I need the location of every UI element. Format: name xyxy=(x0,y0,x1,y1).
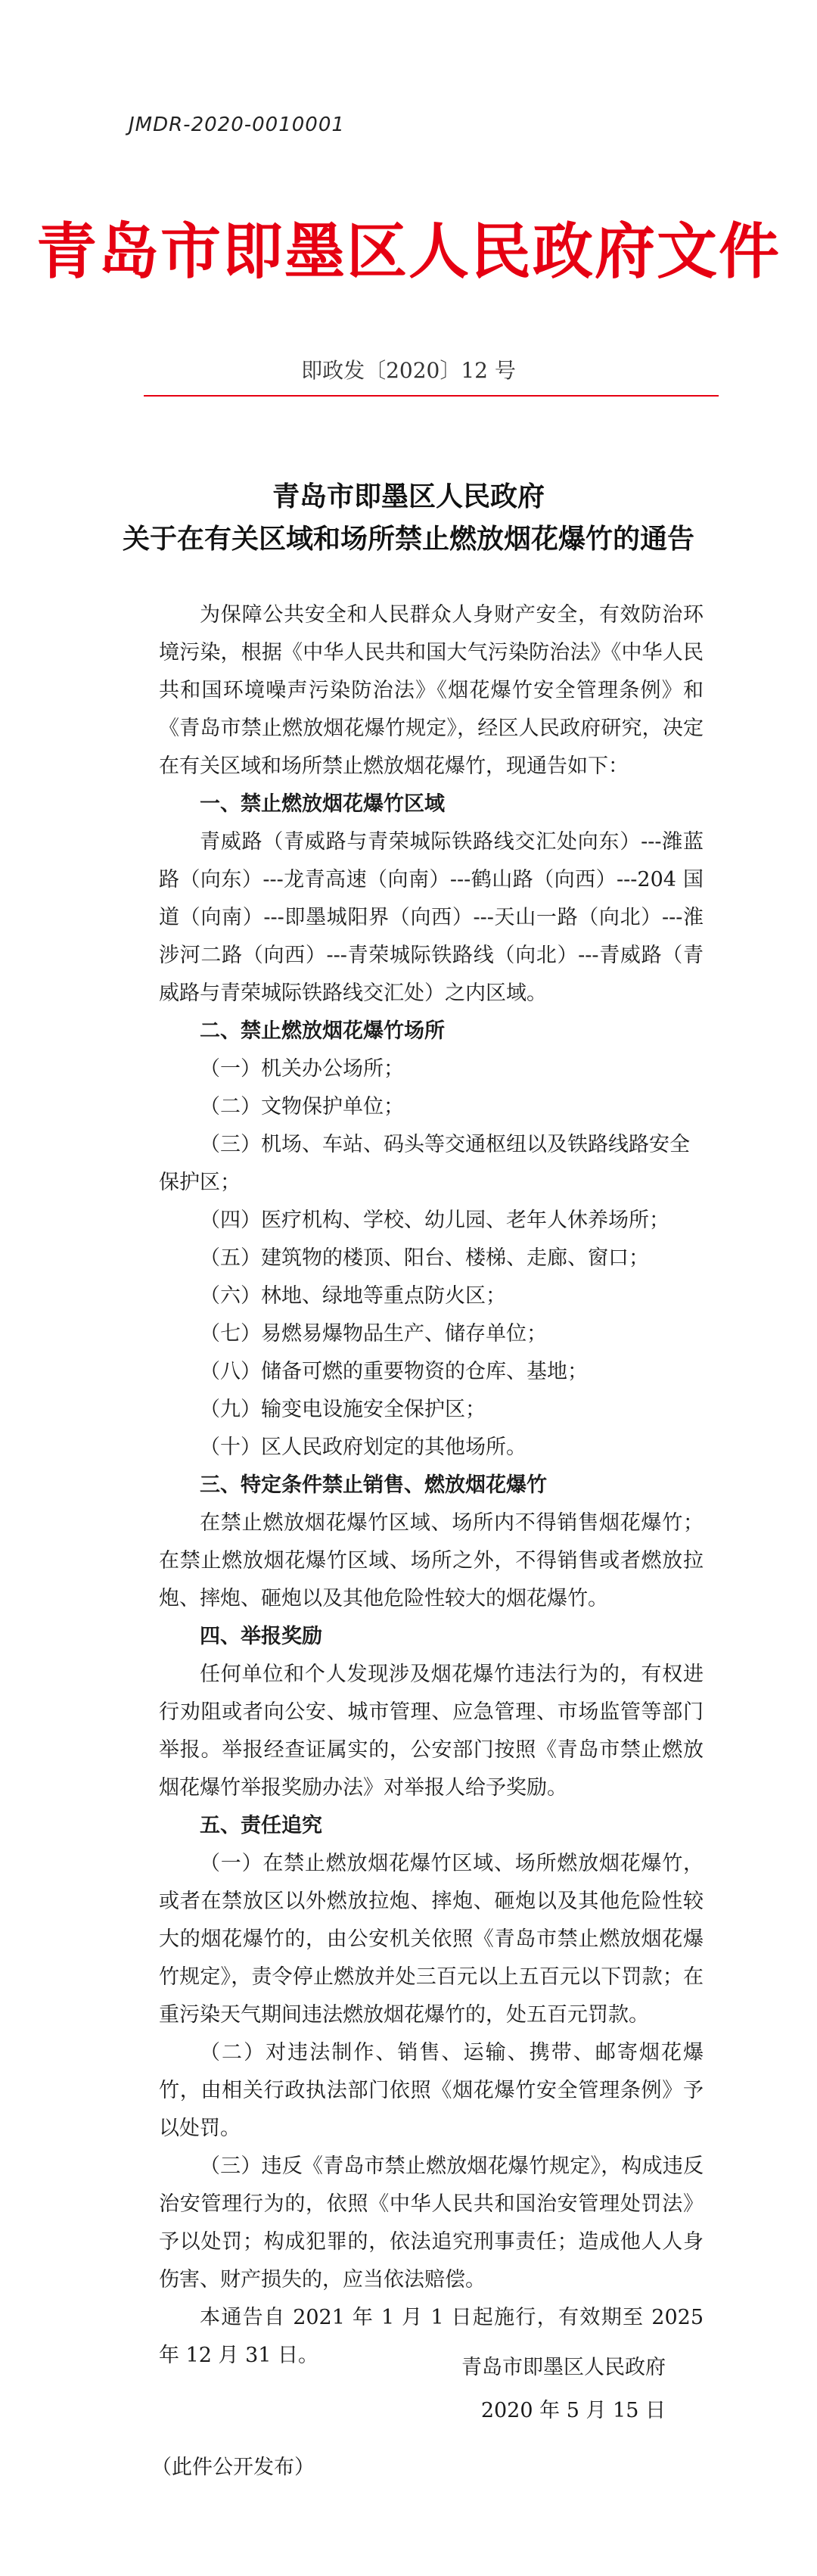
title-line-1: 青岛市即墨区人民政府 xyxy=(272,481,545,512)
list-item: （七）易燃易爆物品生产、储存单位； xyxy=(200,1322,547,1346)
list-item: （一）机关办公场所； xyxy=(200,1057,404,1081)
title-line-2: 关于在有关区域和场所禁止燃放烟花爆竹的通告 xyxy=(122,524,694,555)
masthead: 青岛市即墨区人民政府文件 xyxy=(36,216,781,287)
signature-organization: 青岛市即墨区人民政府 xyxy=(461,2356,666,2379)
section-2-heading: 二、禁止燃放烟花爆竹场所 xyxy=(200,1019,445,1043)
section-5-paragraph-3: （三）违反《青岛市禁止燃放烟花爆竹规定》，构成违反治安管理行为的，依照《中华人民共和国治安管理处罚法》予以处罚；构成犯罪的，依法追究刑事责任；造成他人人身伤害、财产损失的，应当依法赔偿。 xyxy=(159,2154,704,2291)
red-divider xyxy=(144,395,719,397)
list-item: （九）输变电设施安全保护区； xyxy=(200,1398,486,1421)
list-item: （二）文物保护单位； xyxy=(200,1095,404,1118)
effective-date-paragraph: 本通告自 2021 年 1 月 1 日起施行，有效期至 2025 年 12 月 31 日。 xyxy=(159,2306,704,2367)
section-1-heading: 一、禁止燃放烟花爆竹区域 xyxy=(200,792,445,816)
list-item: （五）建筑物的楼顶、阳台、楼梯、走廊、窗口； xyxy=(200,1246,649,1270)
section-4-paragraph: 任何单位和个人发现涉及烟花爆竹违法行为的，有权进行劝阻或者向公安、城市管理、应急管理、市场监管等部门举报。举报经查证属实的，公安部门按照《青岛市禁止燃放烟花爆竹举报奖励办法》对举报人给予奖励。 xyxy=(159,1663,704,1800)
publish-note: （此件公开发布） xyxy=(151,2456,315,2479)
section-1-paragraph: 青威路（青威路与青荣城际铁路线交汇处向东）---潍蓝路（向东）---龙青高速（向南）---鹤山路（向西）---204 国道（向南）---即墨城阳界（向西）---天山一路（向北）---淮涉河二路（向西）---青荣城际铁路线（向北）---青威路（青威路与青荣城际铁路线交汇处）之内区域。 xyxy=(159,830,704,1005)
list-item: （八）储备可燃的重要物资的仓库、基地； xyxy=(200,1360,588,1383)
signature-date: 2020 年 5 月 15 日 xyxy=(480,2399,666,2422)
list-item: （三）机场、车站、码头等交通枢纽以及铁路线路安全保护区； xyxy=(159,1133,690,1194)
section-5-paragraph-2: （二）对违法制作、销售、运输、携带、邮寄烟花爆竹，由相关行政执法部门依照《烟花爆竹安全管理条例》予以处罚。 xyxy=(159,2041,704,2140)
list-item: （六）林地、绿地等重点防火区； xyxy=(200,1284,506,1308)
document-number: 即政发〔2020〕12 号 xyxy=(301,358,516,383)
list-item: （十）区人民政府划定的其他场所。 xyxy=(200,1436,527,1459)
section-3-heading: 三、特定条件禁止销售、燃放烟花爆竹 xyxy=(200,1473,547,1497)
section-3-paragraph: 在禁止燃放烟花爆竹区域、场所内不得销售烟花爆竹；在禁止燃放烟花爆竹区域、场所之外，不得销售或者燃放拉炮、摔炮、砸炮以及其他危险性较大的烟花爆竹。 xyxy=(159,1511,704,1610)
section-4-heading: 四、举报奖励 xyxy=(200,1625,322,1648)
list-item: （四）医疗机构、学校、幼儿园、老年人休养场所； xyxy=(200,1209,669,1232)
section-5-heading: 五、责任追究 xyxy=(200,1814,322,1837)
section-5-paragraph-1: （一）在禁止燃放烟花爆竹区域、场所燃放烟花爆竹，或者在禁放区以外燃放拉炮、摔炮、砸炮以及其他危险性较大的烟花爆竹的，由公安机关依照《青岛市禁止燃放烟花爆竹规定》，责令停止燃放并处三百元以上五百元以下罚款；在重污染天气期间违法燃放烟花爆竹的，处五百元罚款。 xyxy=(159,1852,704,2027)
intro-paragraph: 为保障公共安全和人民群众人身财产安全，有效防治环境污染，根据《中华人民共和国大气污染防治法》《中华人民共和国环境噪声污染防治法》《烟花爆竹安全管理条例》和《青岛市禁止燃放烟花爆竹规定》，经区人民政府研究，决定在有关区域和场所禁止燃放烟花爆竹，现通告如下： xyxy=(159,603,704,778)
body-block-1 xyxy=(159,596,704,2375)
document-id: JMDR-2020-0010001 xyxy=(129,114,345,136)
